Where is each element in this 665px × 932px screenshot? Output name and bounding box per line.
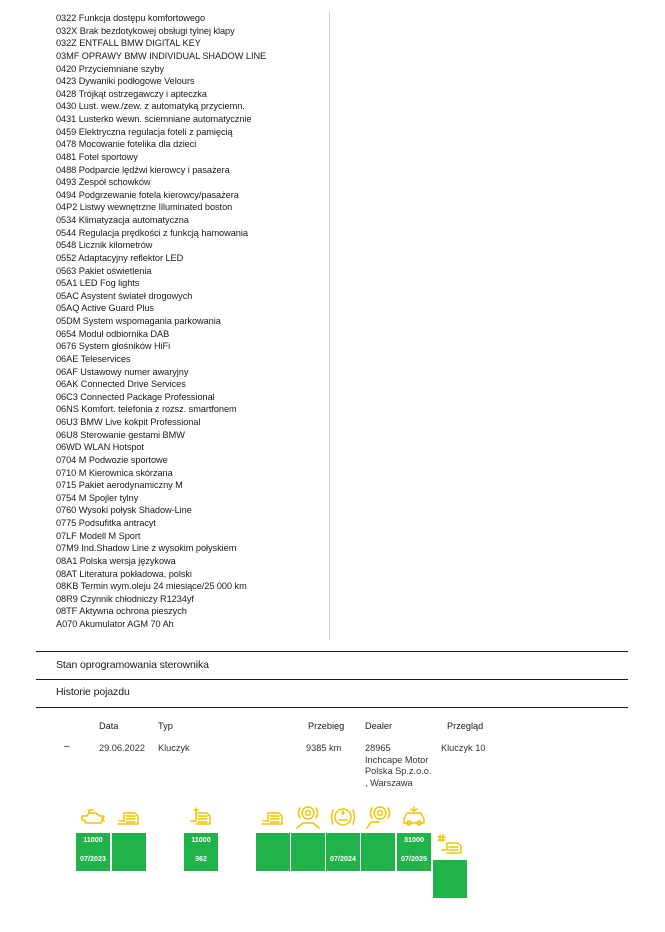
dealer-city: , Warszawa [365,777,413,788]
equipment-item: 0431 Lusterko wewn. ściemniane automatycznie [56,114,252,124]
service-status [291,833,325,871]
equipment-item: 0775 Podsufitka antracyt [56,518,156,528]
divider [36,651,628,652]
engine-oil-icon [76,801,110,833]
equipment-item: 07M9 Ind.Shadow Line z wysokim połyskiem [56,543,237,554]
service-status [184,833,218,871]
equipment-item: 0563 Pakiet oświetlenia [56,265,152,276]
equipment-item: 04P2 Listwy wewnętrzne Illuminated boston [56,202,233,213]
equipment-item: 032X Brak bezdotykowej obsługi tylnej klapy [56,25,235,36]
service-status [397,833,431,871]
equipment-item: 0481 Fotel sportowy [56,151,138,162]
service-mileage: 31000 [404,835,424,844]
service-mileage: 11000 [191,835,211,844]
equipment-item: 0428 Trójkąt ostrzegawczy i apteczka [56,88,207,99]
equipment-item: 0420 Przyciemniane szyby [56,63,165,74]
equipment-item: 0322 Funkcja dostępu komfortowego [56,13,206,23]
equipment-item: 05AQ Active Guard Plus [56,303,154,314]
equipment-item: 0459 Elektryczna regulacja foteli z pamięcią [56,126,233,137]
equipment-item: 0676 System głośników HiFi [56,341,171,352]
equipment-item: 0534 Klimatyzacja automatyczna [56,215,189,225]
service-status [361,833,395,871]
header-service: Przegląd [447,721,484,731]
equipment-item: 0430 Lust. wew./zew. z automatyką przyciemn. [56,101,245,112]
software-section-title[interactable]: Stan oprogramowania sterownika [56,659,209,671]
dealer-name-line: Inchcape Motor [365,754,429,765]
equipment-item: 0478 Mocowanie fotelika dla dzieci [56,139,197,150]
equipment-item: 05A1 LED Fog lights [56,278,140,289]
equipment-item: 06U3 BMW Live kokpit Professional [56,417,201,427]
equipment-item: 0544 Regulacja prędkości z funkcją hamowania [56,227,248,238]
equipment-item: 0552 Adaptacyjny reflektor LED [56,252,184,263]
dealer-name-line: Polska Sp.z.o.o. [365,766,432,776]
row-mileage: 9385 km [306,743,342,753]
service-status [112,833,146,871]
equipment-item: 06C3 Connected Package Professional [56,391,215,402]
equipment-item: 0710 M Kierownica skórzana [56,467,173,478]
equipment-item: 06AK Connected Drive Services [56,379,186,390]
equipment-item: 0704 M Podwozie sportowe [56,454,168,465]
microfilter-icon [184,801,218,833]
collapse-toggle[interactable]: – [64,741,70,752]
equipment-item: 0548 Licznik kilometrów [56,240,153,251]
front-brakes-icon [291,801,325,833]
equipment-item: 0754 M Spojler tylny [56,492,139,503]
row-dealer [365,743,445,789]
equipment-item: 08R9 Czynnik chłodniczy R1234yf [56,593,194,604]
equipment-item: 08A1 Polska wersja językowa [56,555,176,566]
dealer-number: 28965 [365,743,391,753]
microfilter-icon [256,801,290,833]
service-date: 07/2023 [80,854,106,863]
equipment-item: 0423 Dywaniki podłogowe Velours [56,76,195,87]
equipment-item: 06NS Komfort. telefonia z rozsz. smartfonem [56,404,237,415]
equipment-item: 0494 Podgrzewanie fotela kierowcy/pasażera [56,189,239,200]
history-section-title[interactable]: Historie pojazdu [56,686,130,698]
equipment-item: 06AE Teleservices [56,353,131,364]
row-type: Kluczyk [158,743,190,753]
service-status [256,833,290,871]
equipment-item: 0654 Moduł odbiornika DAB [56,328,170,339]
service-date: 07/2024 [330,854,356,863]
equipment-list [56,12,326,631]
brake-fluid-icon [326,801,360,833]
equipment-item: 0488 Podparcie lędźwi kierowcy i pasażera [56,164,230,175]
divider [36,679,628,680]
vehicle-check-icon [397,801,431,833]
row-date: 29.06.2022 [99,743,145,753]
equipment-item: 08AT Literatura pokładowa, polski [56,568,192,579]
service-mileage: 11000 [83,835,103,844]
divider [36,707,628,708]
service-date: 362 [195,854,207,863]
rear-brakes-icon [361,801,395,833]
microfilter-icon [112,801,146,833]
equipment-item: A070 Akumulator AGM 70 Ah [56,619,174,629]
equipment-item: 032Z ENTFALL BMW DIGITAL KEY [56,38,201,49]
equipment-item: 0760 Wysoki połysk Shadow-Line [56,505,192,516]
header-dealer: Dealer [365,721,393,731]
header-mileage: Przebieg [308,721,345,731]
spark-plugs-icon [433,828,467,860]
service-status [76,833,110,871]
equipment-item: 07LF Modell M Sport [56,530,141,541]
equipment-item: 06U8 Sterowanie gestami BMW [56,429,185,440]
service-status [326,833,360,871]
equipment-item: 06AF Ustawowy numer awaryjny [56,366,189,377]
equipment-item: 08KB Termin wym.oleju 24 miesiące/25 000 km [56,581,247,592]
equipment-item: 05AC Asystent świateł drogowych [56,290,193,301]
service-status [433,860,467,898]
header-date: Data [99,721,119,731]
equipment-item: 0493 Zespół schowków [56,177,151,188]
equipment-item: 0715 Pakiet aerodynamiczny M [56,480,183,491]
equipment-item: 08TF Aktywna ochrona pieszych [56,606,187,617]
equipment-item: 06WD WLAN Hotspot [56,442,144,453]
equipment-item: 05DM System wspomagania parkowania [56,316,221,326]
row-service: Kluczyk 10 [441,743,486,753]
equipment-item: 03MF OPRAWY BMW INDIVIDUAL SHADOW LINE [56,50,267,61]
column-divider [329,12,330,640]
service-date: 07/2025 [401,854,427,863]
header-type: Typ [158,721,173,731]
